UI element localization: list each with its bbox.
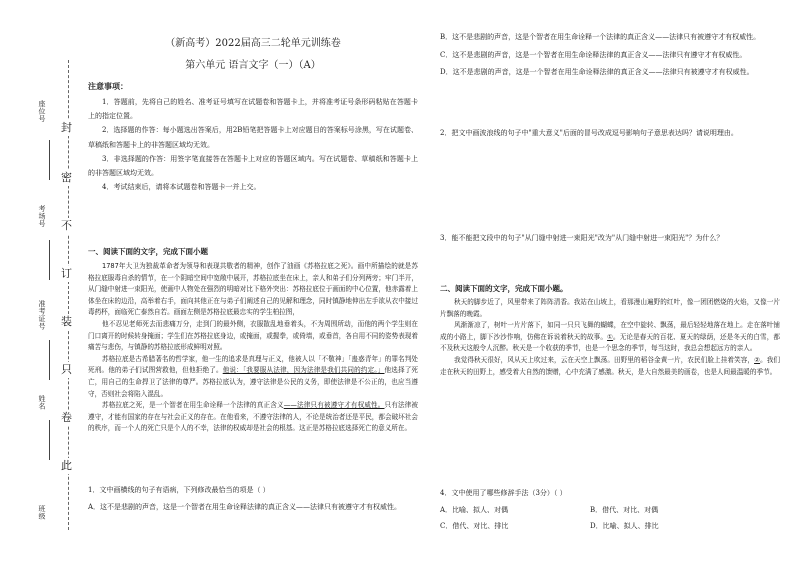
option-c: C．这不是悲剧的声音，这是一个智者在用生命诠释法律的真正含义——法律只有遵守才有权威性。 [440, 50, 747, 59]
question-stem: 3．能不能把文段中的句子"从门缝中射进一束阳光"改为"从门缝中射进一束阳光"？为什么？ [440, 234, 724, 242]
notes-heading: 注意事项： [88, 82, 128, 91]
options-row [440, 505, 780, 517]
option-c: C．借代、对比、排比 [440, 522, 509, 531]
underlined-sentence: 他说：「我要服从法律，因为法律是我们共同的约定。」 [222, 366, 385, 375]
note-item: 1．答题前，先将自己的姓名、准考证号填写在试题卷和答题卡上，并将准考证号条形码粘贴在答题卡上的指定位置。 [88, 98, 418, 121]
blank-marker: ② [754, 355, 761, 364]
passage-paragraph: 1787年大卫为独裁革命者为领导和表现共敬者的精神，创作了油画《苏格拉底之死》。画中所描绘的就是苏格拉底服毒自杀的情节，在一个阴暗空间中宽敞中展开，苏格拉底坐在床上，亲人和弟子们分列两旁；牢门半开，从门缝中射进一束阳光，使画中人物处在强烈的明暗对比下格外突出：苏格拉底位于画面的中心位置，他赤露着上体坐在床的边沿，高举着右手，面向其他正在与弟子们阐述自己的见解和理念，同时镇静地伸出左手欲从衣中接过毒药杯，面临死亡泰然自若。画面左侧是苏格拉底最忠实的学生柏拉图， [88, 262, 418, 317]
passage-paragraph: 他不忍见老师死去而悲痛万分，走到门的最外侧，衣服散乱地垂着头，不为周围所动，而他的两个学生则在门口离开的时候转身掩面；学生们在苏格拉底身边，或掩面，或握拳，或倚墙，或垂首，各自用不同的姿势表现着痛苦与悲伤，与镇静的苏格拉底形成鲜明对照。 [88, 319, 418, 352]
option-d: D．这不是悲剧的声音，这是一个智者在用生命诠释法律的真正含义——法律只有被遵守才有权威性。 [440, 68, 754, 77]
blank-marker: ① [607, 332, 614, 341]
field-ticket-number: 准考证号 [38, 300, 46, 330]
exam-title: （新高考）2022届高三二轮单元训练卷 [165, 38, 341, 49]
field-exam-room: 考场号 [38, 205, 46, 228]
option-b: B．借代、对比、对偶 [590, 505, 659, 514]
field-line [49, 140, 50, 180]
seal-char: 只 [61, 363, 72, 376]
option-a: A．这不是悲剧的声音，这是一个智者在用生命诠释法律的真正含义——法律只有被遵守才有权威性。 [88, 502, 402, 511]
question-stem: 2．把文中画波浪线的句子中"重大意义"后面的冒号改成逗号影响句子意思表达吗？请说明理由。 [440, 129, 738, 137]
note-item: 2．选择题的作答：每小题选出答案后，用2B铅笔把答题卡上对应题目的答案标号涂黑，写在试题卷、草稿纸和答题卡上的非答题区域均无效。 [88, 126, 418, 149]
section2-heading: 二、阅读下面的文字，完成下面小题。 [440, 284, 568, 293]
binding-strip [0, 0, 90, 562]
seal-char: 订 [61, 267, 72, 280]
field-line [49, 240, 50, 280]
question-1 [88, 485, 418, 513]
passage-paragraph: 风渐渐凉了，树叶一片片落下，如同一只只飞舞的蝴蝶，在空中旋转、飘荡，最后轻轻地落在地上。走在落叶铺成的小路上，脚下沙沙作响，仿佛在诉说着秋天的故事。①。无论是春天的百花、夏天的绿荫，还是冬天的白雪，都不及秋天这般令人沉醉。秋天是一个收获的季节，也是一个思念的季节，每当这时，我总会想起远方的亲人。 [440, 321, 780, 353]
section1-heading: 一、阅读下面的文字，完成下面小题 [88, 247, 208, 256]
note-item: 4．考试结束后，请将本试题卷和答题卡一并上交。 [102, 183, 261, 192]
unit-subtitle: 第六单元 语言文字（一）（A） [185, 60, 321, 71]
options-row [440, 521, 780, 533]
question-3 [440, 233, 780, 245]
section2-passage [440, 297, 780, 378]
question-stem: 1．文中画横线的句子有语病，下列修改最恰当的项是（ ） [88, 486, 270, 494]
field-line [49, 340, 50, 380]
passage-paragraph: 我觉得秋天很好，风从天上吹过来，云在天空上飘荡。田野里的稻谷金黄一片，农民们脸上挂着笑容，②。我们走在秋天的田野上，感受着大自然的馈赠，心中充满了感激。秋天，是大自然最美的画卷，也是人间最温暖的季节。 [440, 355, 781, 376]
seal-char: 卷 [61, 411, 72, 424]
underlined-sentence: ——法律只有被遵守才有权威性。 [283, 401, 385, 410]
passage-paragraph: 苏格拉底是古希腊著名的哲学家，他一生的追求是真理与正义，他被人以「不敬神」「蛊惑青年」的罪名判处死刑。他的弟子们试图营救他，但他拒绝了。他说：「我要服从法律，因为法律是我们共同的约定。」他选择了死亡，用自己的生命捍卫了法律的尊严。苏格拉底认为，遵守法律是公民的义务，即使法律是不公正的，也应当遵守，否则社会将陷入混乱。 [88, 354, 419, 398]
question-1-options [440, 32, 780, 85]
field-seat-number: 座位号 [38, 100, 46, 123]
question-4 [440, 488, 780, 533]
field-line [49, 420, 50, 460]
seal-char: 不 [61, 219, 72, 232]
notes-list [88, 95, 418, 194]
question-2 [440, 128, 780, 140]
field-class: 班级 [38, 505, 46, 520]
section1-passage [88, 261, 418, 435]
field-name: 姓名 [38, 395, 46, 410]
seal-char: 封 [61, 121, 72, 134]
seal-char: 装 [61, 315, 72, 328]
option-a: A．比喻、拟人、对偶 [440, 505, 509, 514]
option-d: D．比喻、拟人、排比 [590, 522, 659, 531]
passage-paragraph: 秋天的脚步近了，风里带来了阵阵清香。我站在山坡上，看那漫山遍野的红叶，像一团团燃烧的火焰，又像一片片飘落的晚霞。 [440, 298, 780, 318]
note-item: 3．非选择题的作答：用签字笔直接答在答题卡上对应的答题区域内。写在试题卷、草稿纸和答题卡上的非答题区域均无效。 [88, 154, 418, 178]
question-stem: 4．文中使用了哪些修辞手法（3分）（ ） [440, 489, 567, 497]
passage-paragraph: 苏格拉底之死，是一个智者在用生命诠释一个法律的真正含义——法律只有被遵守才有权威性。只有法律被遵守，才能有国家的存在与社会正义的存在。在他看来，不遵守法律的人，不论是统治者还是平民，都会破坏社会的秩序，而一个人的死亡只是个人的不幸，法律的权威却是社会的根基。这正是苏格拉底选择死亡的意义所在。 [88, 401, 419, 433]
seal-char: 密 [61, 171, 72, 184]
seal-char: 此 [61, 459, 72, 472]
option-b: B．这不是悲剧的声音，这是个智者在用生命诠释一个法律的真正含义——法律只有被遵守才有权威性。 [440, 33, 761, 41]
